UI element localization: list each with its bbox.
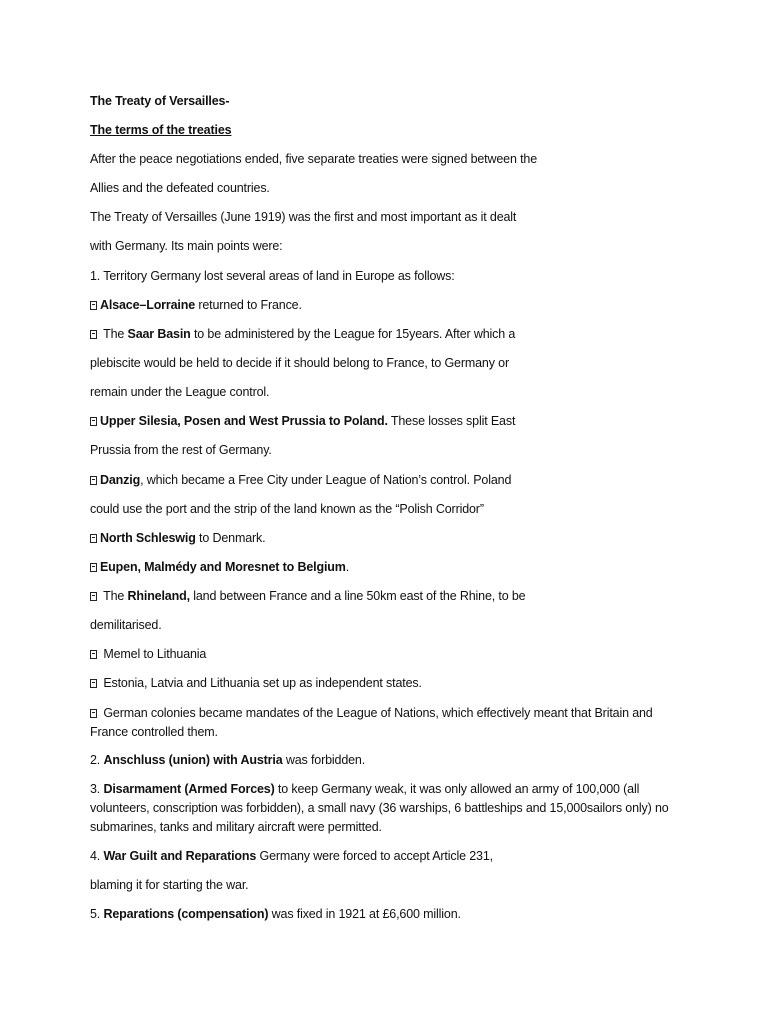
point-number: 5. [90, 907, 104, 921]
bullet-text: The [100, 589, 128, 603]
bullet-eupen [90, 558, 349, 577]
point-number: 2. [90, 753, 104, 767]
bullet-colonies [90, 704, 676, 742]
bullet-bold-text: Rhineland, [127, 589, 190, 603]
point-text: Germany were forced to accept Article 231, [256, 849, 493, 863]
bullet-text: . [345, 560, 350, 574]
point-anschluss [90, 751, 365, 770]
bullet-text: German colonies became mandates of the League of Nations, which effectively meant that Britain and France controlled them. [90, 706, 653, 739]
paragraph-versailles: The Treaty of Versailles (June 1919) was the first and most important as it dealt [90, 210, 517, 224]
bullet-bold-text: Danzig [100, 473, 141, 487]
bullet-saar [90, 325, 515, 344]
bullet-text: to be administered by the League for 15years. After which a [190, 327, 516, 341]
paragraph-intro-cont: Allies and the defeated countries. [90, 181, 270, 195]
point-bold-text: War Guilt and Reparations [103, 849, 257, 863]
bullet-text: to Denmark. [195, 531, 266, 545]
bullet-icon [90, 679, 97, 688]
bullet-saar-line3: remain under the League control. [90, 385, 270, 399]
point-number: 3. [90, 782, 104, 796]
point-bold-text: Disarmament (Armed Forces) [103, 782, 275, 796]
bullet-text: , which became a Free City under League of Nation’s control. Poland [140, 473, 512, 487]
bullet-bold-text: Eupen, Malmédy and Moresnet to Belgium [100, 560, 346, 574]
bullet-text: Memel to Lithuania [100, 647, 207, 661]
paragraph-intro: After the peace negotiations ended, five separate treaties were signed between the [90, 152, 538, 166]
bullet-rhineland [90, 587, 525, 606]
bullet-icon [90, 709, 97, 718]
bullet-text: Estonia, Latvia and Lithuania set up as independent states. [100, 676, 422, 690]
bullet-text: land between France and a line 50km east of the Rhine, to be [189, 589, 526, 603]
point-text: was fixed in 1921 at £6,600 million. [268, 907, 461, 921]
bullet-silesia [90, 412, 515, 431]
point-disarmament [90, 780, 676, 837]
point-territory: 1. Territory Germany lost several areas of land in Europe as follows: [90, 269, 455, 283]
bullet-text: The [100, 327, 128, 341]
point-bold-text: Anschluss (union) with Austria [103, 753, 283, 767]
bullet-bold-text: Alsace–Lorraine [100, 298, 196, 312]
bullet-bold-text: Saar Basin [127, 327, 191, 341]
bullet-memel [90, 645, 206, 664]
point-text: to keep Germany weak, it was only allowed an army of 100,000 (all volunteers, conscription was forbidden), a small navy (36 warships, 6 battleships and 15,000sailors only) no submarines, tanks and military aircraft were permitted. [90, 782, 669, 834]
point-bold-text: Reparations (compensation) [103, 907, 269, 921]
section-heading: The terms of the treaties [90, 123, 232, 137]
bullet-icon [90, 563, 97, 572]
bullet-icon [90, 650, 97, 659]
bullet-saar-line2: plebiscite would be held to decide if it should belong to France, to Germany or [90, 356, 509, 370]
bullet-danzig [90, 471, 511, 490]
bullet-icon [90, 417, 97, 426]
bullet-silesia-line2: Prussia from the rest of Germany. [90, 443, 272, 457]
point-number: 4. [90, 849, 104, 863]
bullet-rhineland-line2: demilitarised. [90, 618, 162, 632]
bullet-schleswig [90, 529, 265, 548]
bullet-icon [90, 476, 97, 485]
point-text: was forbidden. [282, 753, 366, 767]
bullet-danzig-line2: could use the port and the strip of the land known as the “Polish Corridor” [90, 502, 484, 516]
bullet-text: These losses split East [387, 414, 516, 428]
document-title: The Treaty of Versailles- [90, 94, 230, 108]
point-war-guilt [90, 847, 493, 866]
bullet-alsace [90, 296, 302, 315]
bullet-icon [90, 301, 97, 310]
bullet-icon [90, 534, 97, 543]
paragraph-versailles-cont: with Germany. Its main points were: [90, 239, 283, 253]
bullet-baltic [90, 674, 422, 693]
bullet-icon [90, 592, 97, 601]
bullet-icon [90, 330, 97, 339]
point-war-guilt-line2: blaming it for starting the war. [90, 878, 249, 892]
bullet-text: returned to France. [195, 298, 302, 312]
bullet-bold-text: North Schleswig [100, 531, 196, 545]
point-reparations [90, 905, 461, 924]
bullet-bold-text: Upper Silesia, Posen and West Prussia to Poland. [100, 414, 388, 428]
